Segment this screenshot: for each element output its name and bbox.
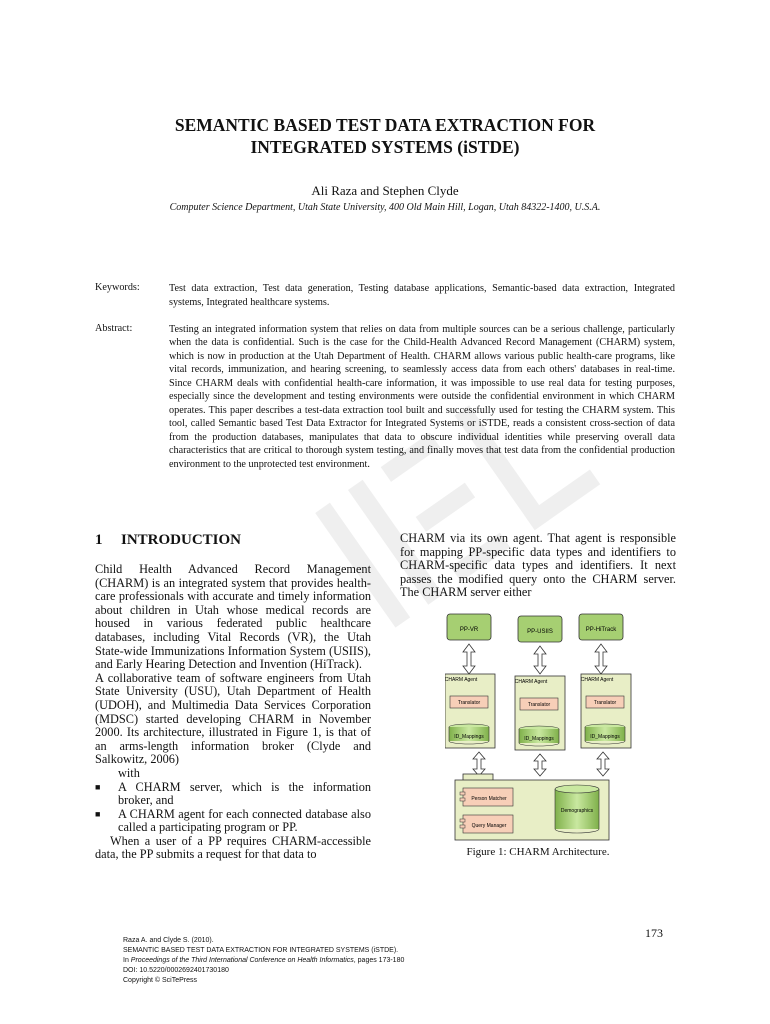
- pp-box-2: [518, 616, 562, 642]
- section-heading: [95, 532, 241, 549]
- svg-text:Demographics: Demographics: [560, 808, 594, 814]
- footer-line-5: Copyright © SciTePress: [123, 977, 198, 984]
- svg-text:ID_Mappings: ID_Mappings: [524, 736, 554, 742]
- svg-text:CHARM Agent: CHARM Agent: [514, 679, 548, 685]
- footer-line-1: Raza A. and Clyde S. (2010).: [123, 937, 214, 944]
- page-number: 173: [645, 926, 663, 940]
- citation-footer: [123, 936, 404, 986]
- svg-text:Translator: Translator: [527, 702, 551, 708]
- figure-caption: Figure 1: CHARM Architecture.: [466, 846, 610, 858]
- intro-with: with: [118, 765, 140, 780]
- charm-agent-2: [515, 676, 565, 750]
- keywords-label: Keywords:: [95, 282, 140, 293]
- svg-text:ID_Mappings: ID_Mappings: [454, 734, 484, 740]
- list-item: ■ A CHARM agent for each connected database also called a participating program or PP.: [95, 806, 371, 835]
- bullet-icon: ■: [95, 808, 101, 819]
- svg-text:PP-VR: PP-VR: [459, 627, 479, 633]
- intro-paragraph-2: A collaborative team of software engineers from Utah State University (USU), Utah Department of Health (UDOH), and Multimedia Data Services Corporation (MDSC) started developing CHARM in November 2000. Its architecture, illustrated in Figure 1, is that of an arms-length information broker (Clyde and Salkowitz, 2006): [95, 670, 371, 767]
- keywords-text: Test data extraction, Test data generation, Testing database applications, Semantic-based data extraction, Integrated systems, Integrated healthcare systems.: [169, 283, 675, 308]
- abstract-text: Testing an integrated information system that relies on data from multiple sources can be a serious challenge, particularly when the data is confidential. Such is the case for the Child-Health Advanced Record Management (CHARM) system, which is now in production at the Utah Department of Health. CHARM allows various public health-care programs, like vital records, immunization, and hearing screening, to seamlessly access data from each others' databases in real-time. Since CHARM deals with confidential health-care information, it was impossible to use real data for testing purposes, especially since the development and testing environments were outside the confidential environment in which CHARM operates. This paper describes a test-data extraction tool built and successfully used for testing the CHARM system. This tool, called Semantic based Test Data Extractor for Integrated Systems or iSTDE, reads a consistent cross-section of data from the production databases, manipulates that data to obscure individual identities while preserving overall data characteristics that are critical to thorough system testing, and finally moves that test data from the confidential production environment to the unprotected test environment.: [169, 324, 675, 470]
- charm-server: [455, 774, 609, 840]
- svg-text:CHARM Agent: CHARM Agent: [580, 677, 614, 683]
- left-column: [95, 563, 371, 862]
- footer-line-2: SEMANTIC BASED TEST DATA EXTRACTION FOR INTEGRATED SYSTEMS (iSTDE).: [123, 947, 399, 954]
- svg-text:Translator: Translator: [457, 700, 481, 706]
- intro-paragraph-1: Child Health Advanced Record Management (CHARM) is an integrated system that provides health-care professionals with accurate and timely information about children in Utah whose medical records are housed in various federated public healthcare databases, including Vital Records (VR), the Utah State-wide Immunizations Information System (USIIS), and Early Hearing Detection and Invention (HiTrack).: [95, 562, 371, 672]
- footer-line-3: In Proceedings of the Third International Conference on Health Informatics, pages 173-180: [123, 957, 405, 964]
- arrow-icon: [463, 644, 607, 674]
- svg-text:ID_Mappings: ID_Mappings: [590, 734, 620, 740]
- svg-text:PP-USIIS: PP-USIIS: [527, 629, 553, 635]
- authors: Ali Raza and Stephen Clyde: [311, 183, 459, 198]
- list-item: ■ A CHARM server, which is the information broker, and: [95, 779, 371, 808]
- pp-box-3: [579, 614, 623, 640]
- svg-text:Person Matcher: Person Matcher: [471, 796, 507, 802]
- arrow-icon: [473, 752, 609, 776]
- title-line-2: INTEGRATED SYSTEMS (iSTDE): [250, 137, 520, 157]
- abstract-label: Abstract:: [95, 323, 133, 334]
- intro-paragraph-3: When a user of a PP requires CHARM-accessible data, the PP submits a request for that data to: [95, 833, 371, 862]
- affiliation: Computer Science Department, Utah State University, 400 Old Main Hill, Logan, Utah 84322-1400, U.S.A.: [169, 202, 601, 213]
- svg-text:Translator: Translator: [593, 700, 617, 706]
- section-title: INTRODUCTION: [121, 532, 242, 548]
- section-number: 1: [95, 532, 103, 548]
- pp-box-1: [447, 614, 491, 640]
- bullet-icon: ■: [95, 781, 101, 792]
- right-column-text: CHARM via its own agent. That agent is responsible for mapping PP-specific data types and identifiers to CHARM-specific data types and identifiers. It next passes the modified query onto the CHARM server. The CHARM server either: [400, 531, 676, 600]
- svg-text:PP-HiTrack: PP-HiTrack: [585, 627, 617, 633]
- svg-text:Query Manager: Query Manager: [471, 823, 507, 829]
- paper-title: [0, 114, 770, 158]
- footer-line-4: DOI: 10.5220/0002692401730180: [123, 967, 229, 974]
- title-line-1: SEMANTIC BASED TEST DATA EXTRACTION FOR: [174, 115, 596, 135]
- charm-agent-1: [445, 674, 495, 748]
- charm-architecture-diagram: [445, 612, 635, 842]
- intro-bullet-list: [95, 781, 371, 835]
- svg-text:CHARM Agent: CHARM Agent: [445, 677, 478, 683]
- charm-agent-3: [581, 674, 631, 748]
